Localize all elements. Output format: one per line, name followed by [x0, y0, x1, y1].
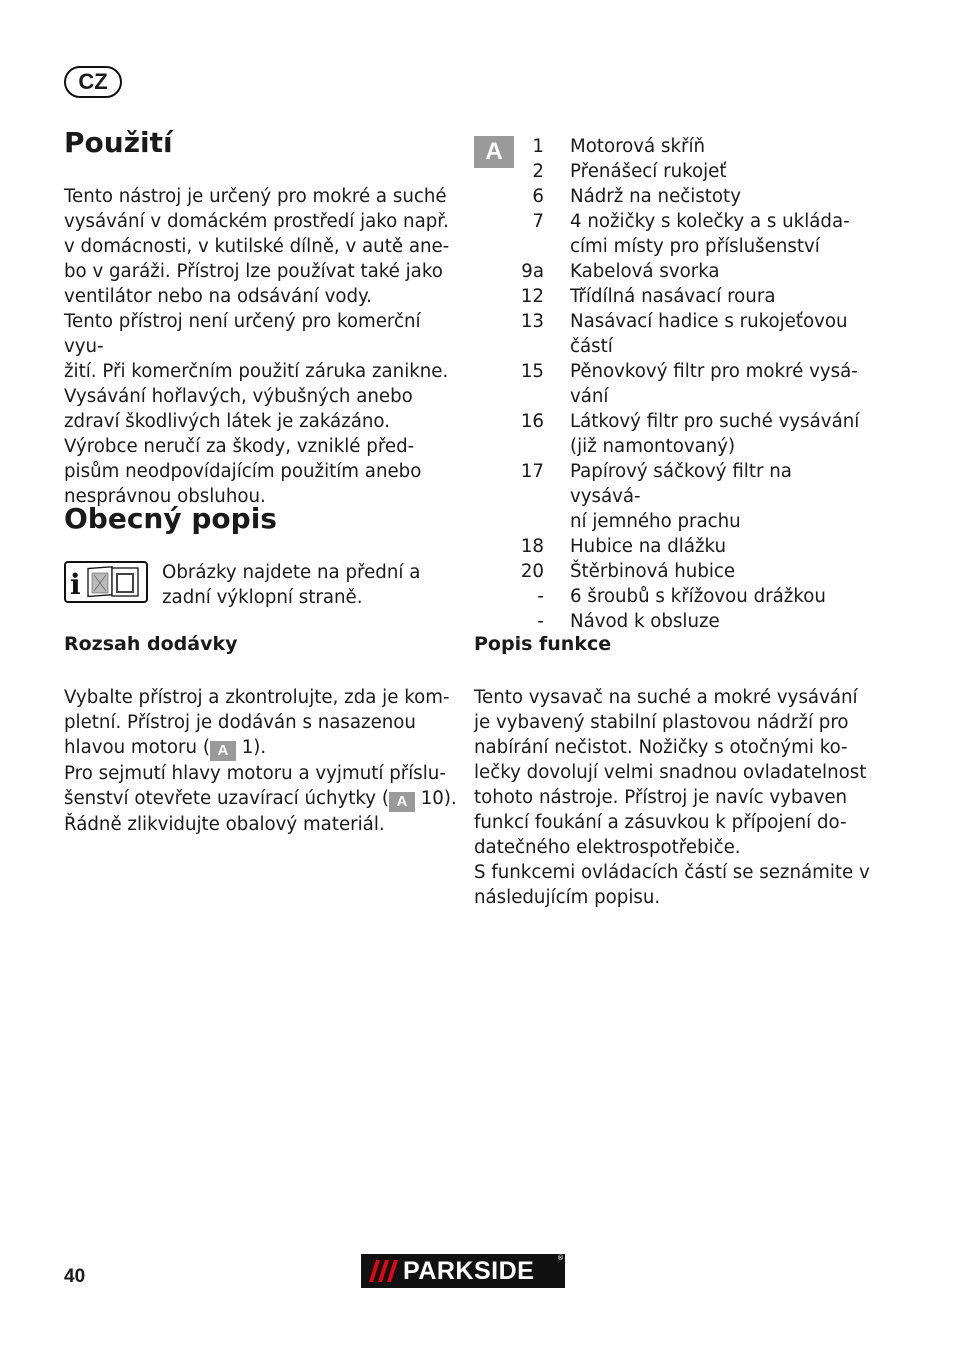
text-fragment: šenství otevřete uzavírací úchytky (	[64, 788, 389, 809]
page-number: 40	[64, 1266, 86, 1287]
text-line: pletní. Přístroj je dodáván s nasazenou	[64, 712, 416, 733]
parkside-logo: PARKSIDE ®	[361, 1254, 565, 1288]
part-label: Pěnovkový filtr pro mokré vysá-	[570, 361, 858, 382]
text-line: ventilátor nebo na odsávání vody.	[64, 286, 372, 307]
text-line: nesprávnou obsluhou.	[64, 486, 266, 507]
part-number: -	[537, 586, 544, 607]
text-line: zdraví škodlivých látek je zakázáno.	[64, 411, 390, 432]
text-line: je vybavený stabilní plastovou nádrží pro	[474, 712, 849, 733]
text-line: Vybalte přístroj a zkontrolujte, zda je kom-	[64, 687, 450, 708]
part-item	[506, 209, 866, 234]
text-line	[64, 786, 464, 812]
part-label: Látkový filtr pro suché vysávání	[570, 411, 860, 432]
part-number	[506, 334, 544, 359]
part-label: 6 šroubů s křížovou drážkou	[570, 586, 826, 607]
part-item	[506, 159, 866, 184]
text-fragment: 10).	[414, 788, 457, 809]
part-label: Návod k obsluze	[570, 611, 720, 632]
text-line: Pro sejmutí hlavy motoru a vyjmutí příslu-	[64, 763, 446, 784]
part-label: Papírový sáčkový filtr na vysává-	[570, 461, 792, 507]
part-item	[506, 459, 866, 509]
part-number	[506, 509, 544, 534]
part-item	[506, 559, 866, 584]
part-label: vání	[570, 386, 609, 407]
part-number	[506, 384, 544, 409]
language-code: CZ	[78, 69, 108, 94]
part-item	[506, 384, 866, 409]
text-line: Řádně zlikvidujte obalový materiál.	[64, 814, 385, 835]
part-item	[506, 234, 866, 259]
section-title-pouziti: Použití	[64, 126, 173, 159]
part-item	[506, 534, 866, 559]
text-line: v domácnosti, v kutilské dílně, v autě ane-	[64, 236, 450, 257]
language-badge	[64, 66, 122, 98]
logo-wordmark: PARKSIDE	[403, 1257, 535, 1285]
text-line: tohoto nástroje. Přístroj je navíc vybaven	[474, 787, 848, 808]
text-fragment: hlavou motoru (	[64, 737, 210, 758]
text-line: bo v garáži. Přístroj lze používat také jako	[64, 261, 443, 282]
part-item	[506, 134, 866, 159]
figure-a-tag: A	[389, 792, 415, 812]
part-number: -	[537, 611, 544, 632]
part-item	[506, 309, 866, 334]
part-item	[506, 584, 866, 609]
part-number	[506, 434, 544, 459]
part-number: 15	[520, 361, 544, 382]
part-item	[506, 284, 866, 309]
svg-text:i: i	[70, 568, 81, 601]
part-number: 17	[520, 461, 544, 482]
part-number	[506, 234, 544, 259]
text-line: lečky dovolují velmi snadnou ovladatelnost	[474, 762, 867, 783]
info-note-line: zadní výklopní straně.	[162, 587, 363, 608]
section-title-obecny-popis: Obecný popis	[64, 502, 277, 535]
text-line: S funkcemi ovládacích částí se seznámite v	[474, 862, 870, 883]
part-label: Nádrž na nečistoty	[570, 186, 741, 207]
part-number: 1	[532, 136, 544, 157]
subsection-title-popis-funkce: Popis funkce	[474, 633, 612, 655]
part-item	[506, 334, 866, 359]
info-note	[162, 560, 462, 610]
popis-funkce-text	[474, 685, 874, 910]
part-number: 6	[532, 186, 544, 207]
text-line: následujícím popisu.	[474, 887, 661, 908]
part-number: 18	[520, 536, 544, 557]
text-line: datečného elektrospotřebiče.	[474, 837, 741, 858]
text-line: Vysávání hořlavých, výbušných anebo	[64, 386, 413, 407]
text-line: vysávání v domáckém prostředí jako např.	[64, 211, 449, 232]
text-line: nabírání nečistot. Nožičky s otočnými ko-	[474, 737, 848, 758]
subsection-title-rozsah-dodavky: Rozsah dodávky	[64, 633, 238, 655]
part-label: Přenášecí rukojeť	[570, 161, 727, 182]
pouziti-text	[64, 184, 464, 509]
text-line: funkcí foukání a zásuvkou k přípojení do-	[474, 812, 847, 833]
figure-a-badge: A	[474, 136, 514, 168]
part-label: cími místy pro příslušenství	[570, 236, 820, 257]
part-number: 16	[520, 411, 544, 432]
part-number: 13	[520, 311, 544, 332]
part-item	[506, 509, 866, 534]
part-item	[506, 434, 866, 459]
part-number: 7	[532, 211, 544, 232]
text-line: Tento nástroj je určený pro mokré a suché	[64, 186, 447, 207]
text-fragment: 1).	[235, 737, 267, 758]
part-item	[506, 184, 866, 209]
parts-list	[506, 134, 866, 634]
part-number: 12	[520, 286, 544, 307]
part-label: Nasávací hadice s rukojeťovou	[570, 311, 848, 332]
text-line: pisům neodpovídajícím použitím anebo	[64, 461, 422, 482]
part-label: 4 nožičky s kolečky a s ukláda-	[570, 211, 850, 232]
figure-a-tag: A	[210, 741, 236, 761]
text-line: Výrobce neručí za škody, vzniklé před-	[64, 436, 415, 457]
part-label: (již namontovaný)	[570, 436, 736, 457]
info-book-icon	[64, 561, 148, 603]
part-item	[506, 609, 866, 634]
text-line: Tento přístroj není určený pro komerční vyu-	[64, 311, 421, 357]
part-label: Štěrbinová hubice	[570, 561, 736, 582]
part-item	[506, 409, 866, 434]
part-number: 2	[532, 161, 544, 182]
part-label: Kabelová svorka	[570, 261, 720, 282]
part-label: ní jemného prachu	[570, 511, 741, 532]
part-item	[506, 359, 866, 384]
part-label: Třídílná nasávací roura	[570, 286, 776, 307]
part-item	[506, 259, 866, 284]
text-line: žití. Při komerčním použití záruka zanikne.	[64, 361, 449, 382]
rozsah-dodavky-text	[64, 685, 464, 837]
part-label: částí	[570, 336, 613, 357]
text-line	[64, 735, 464, 761]
part-number: 20	[520, 561, 544, 582]
part-number: 9a	[521, 261, 544, 282]
part-label: Motorová skříň	[570, 136, 706, 157]
text-line: Tento vysavač na suché a mokré vysávání	[474, 687, 858, 708]
part-label: Hubice na dlážku	[570, 536, 727, 557]
info-note-line: Obrázky najdete na přední a	[162, 562, 421, 583]
